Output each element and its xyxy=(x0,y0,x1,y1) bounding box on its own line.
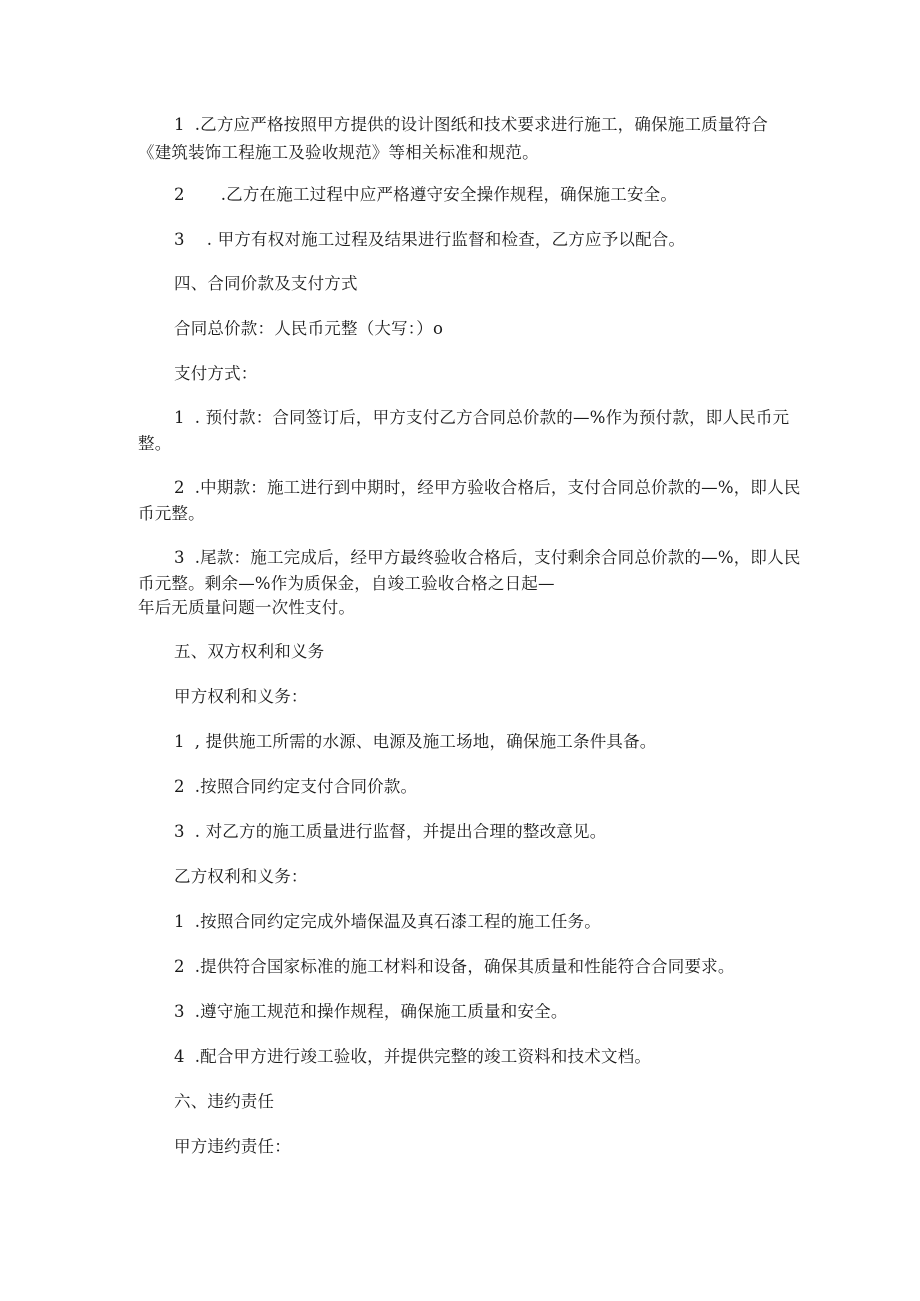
party-b-item-3-text: .遵守施工规范和操作规程，确保施工质量和安全。 xyxy=(194,1002,568,1021)
party-b-item-3-number: 3 xyxy=(174,1002,185,1021)
party-a-item-1 xyxy=(174,730,834,754)
payment-3-line-3: 年后无质量问题一次性支付。 xyxy=(138,598,356,617)
clause-2-text: .乙方在施工过程中应严格遵守安全操作规程，确保施工安全。 xyxy=(220,185,678,204)
party-b-item-2-number: 2 xyxy=(174,957,185,976)
party-b-rights-label: 乙方权利和义务： xyxy=(174,867,308,886)
payment-2-line-1 xyxy=(174,476,834,500)
clause-3-number: 3 xyxy=(174,230,185,249)
payment-method-label: 支付方式： xyxy=(174,364,258,383)
party-b-item-2-text: .提供符合国家标准的施工材料和设备，确保其质量和性能符合合同要求。 xyxy=(194,957,735,976)
party-b-item-4-text: .配合甲方进行竣工验收，并提供完整的竣工资料和技术文档。 xyxy=(194,1047,652,1066)
payment-1-line-2: 整。 xyxy=(138,434,172,453)
payment-2-text: .中期款：施工进行到中期时，经甲方验收合格后，支付合同总价款的—%，即人民 xyxy=(194,478,801,497)
party-a-item-2-number: 2 xyxy=(174,777,185,796)
party-a-item-1-number: 1 xyxy=(174,732,185,751)
section-5-heading: 五、双方权利和义务 xyxy=(174,642,325,661)
payment-1-text: . 预付款：合同签订后，甲方支付乙方合同总价款的—%作为预付款，即人民币元 xyxy=(194,408,790,427)
party-a-item-3-number: 3 xyxy=(174,822,185,841)
clause-3-text: . 甲方有权对施工过程及结果进行监督和检查，乙方应予以配合。 xyxy=(206,230,686,249)
party-a-rights-label: 甲方权利和义务： xyxy=(174,687,308,706)
party-a-item-2-text: .按照合同约定支付合同价款。 xyxy=(194,777,418,796)
clause-2-number: 2 xyxy=(174,185,185,204)
clause-1-line-1 xyxy=(174,113,834,137)
party-b-item-1-number: 1 xyxy=(174,912,185,931)
payment-3-line-1 xyxy=(174,546,834,570)
section-4-heading: 四、合同价款及支付方式 xyxy=(174,274,358,293)
payment-2-line-2: 币元整。 xyxy=(138,504,205,523)
section-6-heading: 六、违约责任 xyxy=(174,1092,275,1111)
clause-2 xyxy=(174,183,834,207)
clause-1-number: 1 xyxy=(174,115,185,134)
party-a-liability-label: 甲方违约责任： xyxy=(174,1137,291,1156)
total-price: 合同总价款：人民币元整（大写：）o xyxy=(174,319,444,338)
payment-1-line-1 xyxy=(174,406,834,430)
party-a-item-3-text: . 对乙方的施工质量进行监督，并提出合理的整改意见。 xyxy=(194,822,607,841)
party-b-item-2 xyxy=(174,955,834,979)
payment-1-number: 1 xyxy=(174,408,185,427)
party-b-item-1-text: .按照合同约定完成外墙保温及真石漆工程的施工任务。 xyxy=(194,912,601,931)
party-b-item-4 xyxy=(174,1045,834,1069)
party-b-item-1 xyxy=(174,910,834,934)
clause-1-line-2: 《建筑装饰工程施工及验收规范》等相关标准和规范。 xyxy=(138,143,539,162)
clause-3 xyxy=(174,228,834,252)
party-a-item-1-text: , 提供施工所需的水源、电源及施工场地，确保施工条件具备。 xyxy=(194,732,657,751)
payment-3-line-2: 币元整。剩余—%作为质保金，自竣工验收合格之日起— xyxy=(138,574,555,593)
party-a-item-3 xyxy=(174,820,834,844)
party-b-item-3 xyxy=(174,1000,834,1024)
payment-2-number: 2 xyxy=(174,478,185,497)
party-a-item-2 xyxy=(174,775,834,799)
clause-1-text: .乙方应严格按照甲方提供的设计图纸和技术要求进行施工，确保施工质量符合 xyxy=(194,115,768,134)
party-b-item-4-number: 4 xyxy=(174,1047,185,1066)
payment-3-number: 3 xyxy=(174,548,185,567)
payment-3-text: .尾款：施工完成后，经甲方最终验收合格后，支付剩余合同总价款的—%，即人民 xyxy=(194,548,801,567)
